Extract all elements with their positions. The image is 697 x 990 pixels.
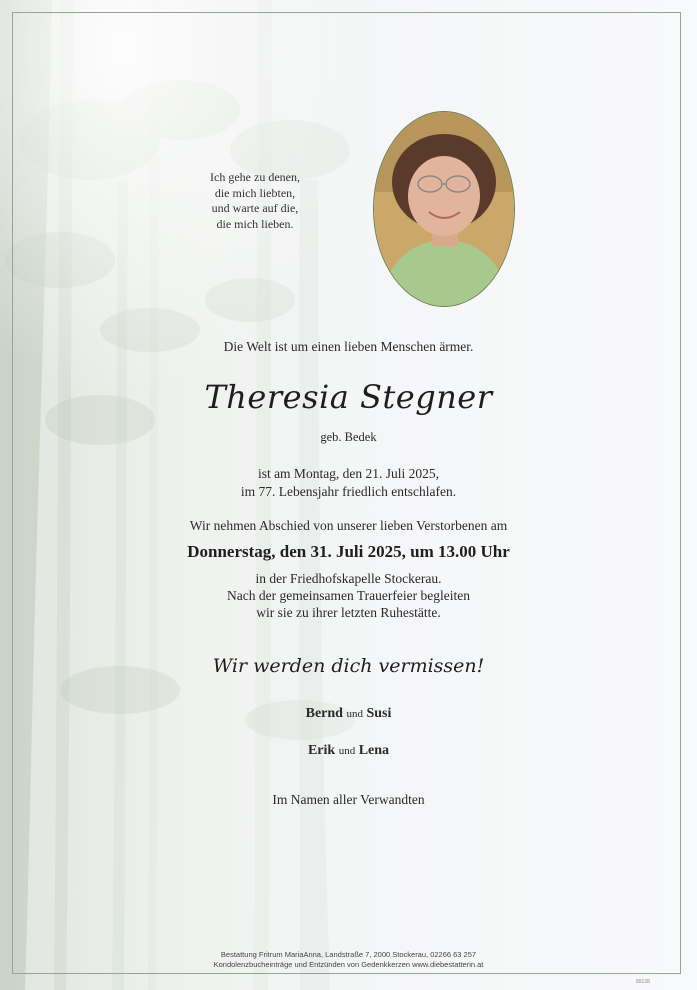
poem-line: Ich gehe zu denen, [210, 170, 300, 184]
poem-line: die mich liebten, [214, 185, 296, 200]
age-line: im 77. Lebensjahr friedlich entschlafen. [240, 484, 457, 499]
ceremony-line: Nach der gemeinsamen Trauerfeier begleiten [227, 588, 470, 603]
mourner-connector: und [346, 708, 363, 720]
mourner-pair [0, 706, 697, 722]
ceremony-location: in der Friedhofskapelle Stockerau. [255, 571, 442, 586]
footer-address: Bestattung Fritrum MariaAnna, Landstraße 7, 2000 Stockerau, 02266 63 257 [220, 950, 477, 959]
maiden-name: geb. Bedek [320, 430, 377, 444]
poem-line: die mich lieben. [216, 216, 294, 231]
poem [185, 170, 325, 232]
deceased-name: Theresia Stegner [204, 378, 493, 416]
poem-line: und warte auf die, [211, 201, 299, 215]
footer-website: Kondolenzbucheinträge und Entzünden von Gedenkkerzen www.diebestatterin.at [213, 960, 484, 969]
motto: Wir werden dich vermissen! [212, 655, 485, 677]
mourner-name: Bernd [305, 706, 343, 721]
ceremony-date: Donnerstag, den 31. Juli 2025, um 13.00 Uhr [187, 542, 510, 561]
portrait-photo [373, 111, 515, 307]
mourner-name: Lena [358, 743, 390, 758]
mourner-name: Erik [307, 743, 336, 758]
farewell-intro: Wir nehmen Abschied von unserer lieben Verstorbenen am [189, 518, 508, 533]
ceremony-line: wir sie zu ihrer letzten Ruhestätte. [256, 605, 441, 620]
death-date-line: ist am Montag, den 21. Juli 2025, [257, 466, 440, 481]
mourner-name: Susi [366, 706, 392, 721]
intro-text: Die Welt ist um einen lieben Menschen ärmer. [223, 339, 474, 354]
relatives-line: Im Namen aller Verwandten [272, 792, 425, 807]
mourner-pair [0, 743, 697, 759]
mourner-connector: und [338, 745, 356, 757]
footer [0, 950, 697, 970]
form-code: 89138 [636, 979, 650, 985]
